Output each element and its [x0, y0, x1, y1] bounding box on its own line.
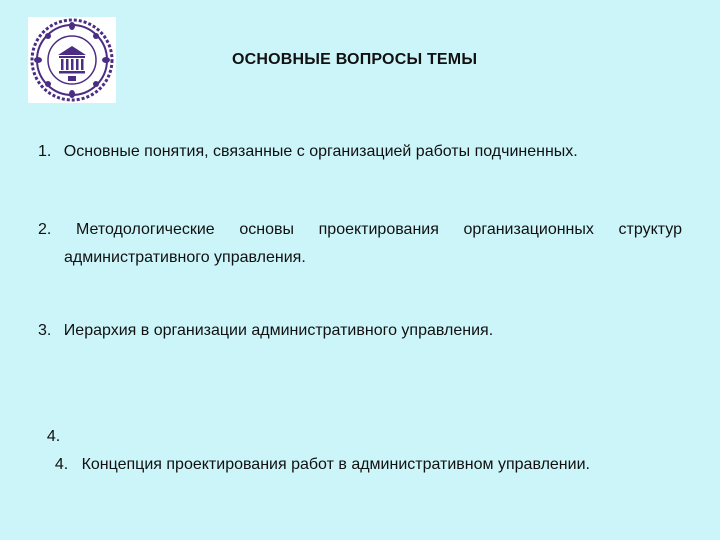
item-text: Иерархия в организации административного управления. [63, 322, 494, 339]
list-item [38, 395, 590, 479]
item-word: организационных [463, 221, 594, 238]
list-item [38, 317, 493, 345]
item-word: основы [239, 221, 294, 238]
university-emblem-icon [28, 17, 116, 103]
list-item [38, 138, 578, 166]
item-text: Основные понятия, связанные с организацией работы подчиненных. [63, 143, 578, 160]
page-title: ОСНОВНЫЕ ВОПРОСЫ ТЕМЫ [232, 51, 478, 68]
item-text-continuation: административного управления. [64, 249, 306, 266]
list-item [38, 216, 682, 272]
item-word: структур [618, 221, 682, 238]
item-word: Методологические [75, 221, 215, 238]
item-word: проектирования [318, 221, 439, 238]
item-text: 4. Концепция проектирования работ в административном управлении. [54, 456, 590, 473]
item-number: 2. [38, 221, 52, 238]
logo [28, 17, 116, 103]
item-number: 4. [46, 428, 61, 445]
item-number: 1. [38, 143, 52, 160]
item-number: 3. [38, 322, 52, 339]
